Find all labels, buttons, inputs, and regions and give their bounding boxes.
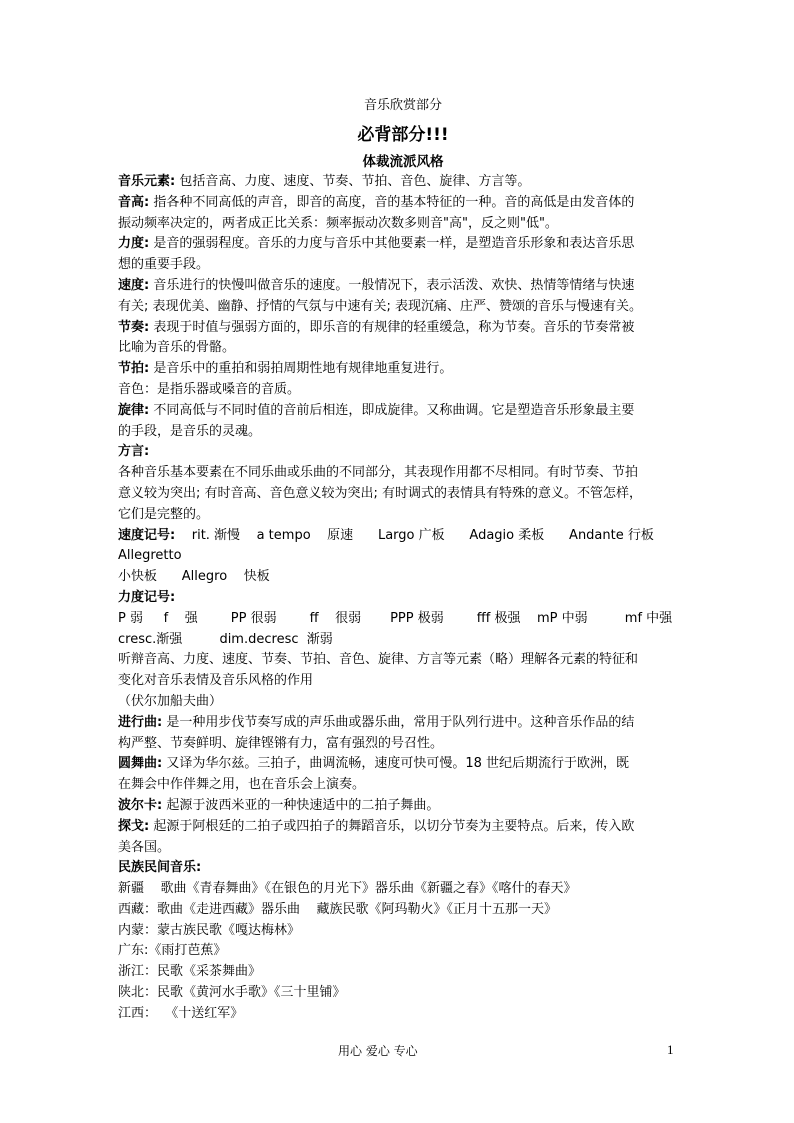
term-label: 方言: — [118, 444, 150, 460]
document-body — [118, 172, 688, 1025]
term-label: 波尔卡: — [118, 797, 163, 813]
term-label: 探戈: — [118, 818, 150, 834]
paragraph-text: 陕北：民歌《黄河水手歌》《三十里铺》 — [118, 985, 346, 1001]
paragraph-text: 指各种不同高低的声音，即音的高度，音的基本特征的一种。音的高低是由发音体的 振动频率决定的，两者成正比关系：频率振动次数多则音"高"，反之则"低"。 — [118, 194, 635, 231]
term-label: 进行曲: — [118, 714, 163, 730]
term-label: 旋律: — [118, 402, 150, 418]
paragraph — [118, 463, 688, 525]
paragraph — [118, 941, 688, 962]
paragraph-text: 新疆 歌曲《青春舞曲》《在银色的月光下》器乐曲《新疆之春》《喀什的春天》 — [118, 881, 577, 897]
paragraph — [118, 380, 688, 401]
term-label: 圆舞曲: — [118, 756, 163, 772]
paragraph-text: 不同高低与不同时值的音前后相连，即成旋律。又称曲调。它是塑造音乐形象最主要 的手段，是音乐的灵魂。 — [118, 402, 635, 439]
paragraph — [118, 983, 688, 1004]
paragraph — [118, 359, 688, 380]
footer-slogan: 用心 爱心 专心 — [338, 1044, 418, 1058]
paragraph — [118, 879, 688, 900]
paragraph — [118, 962, 688, 983]
paragraph — [118, 401, 688, 443]
paragraph-text: 是一种用步伐节奏写成的声乐曲或器乐曲，常用于队列行进中。这种音乐作品的结 构严整、节奏鲜明、旋律铿锵有力，富有强烈的号召性。 — [118, 714, 635, 751]
term-label: 节奏: — [118, 319, 150, 335]
paragraph — [118, 318, 688, 360]
section-title: 体裁流派风格 — [362, 154, 444, 170]
term-label: 民族民间音乐: — [118, 860, 202, 876]
paragraph-text: 是音乐中的重拍和弱拍周期性地有规律地重复进行。 — [149, 361, 453, 377]
paragraph — [118, 1004, 688, 1025]
term-label: 节拍: — [118, 361, 150, 377]
paragraph-text: 内蒙：蒙古族民歌《嘎达梅林》 — [118, 922, 301, 938]
term-label: 音高: — [118, 194, 150, 210]
document-page — [118, 96, 688, 1025]
paragraph-text: 浙江：民歌《采茶舞曲》 — [118, 964, 262, 980]
paragraph-text: 起源于波西米亚的一种快速适中的二拍子舞曲。 — [162, 797, 440, 813]
paragraph-text: 音色：是指乐器或嗓音的音质。 — [118, 381, 301, 397]
paragraph-text: 江西： 《十送红军》 — [118, 1005, 244, 1021]
paragraph — [118, 858, 688, 879]
term-label: 音乐元素: — [118, 174, 176, 189]
paragraph — [118, 588, 688, 609]
paragraph — [118, 921, 688, 942]
paragraph — [118, 650, 688, 692]
paragraph-text: （伏尔加船夫曲） — [118, 693, 223, 709]
paragraph-text: 听辩音高、力度、速度、节奏、节拍、音色、旋律、方言等元素（略）理解各元素的特征和 变化对音乐表情及音乐风格的作用 — [118, 652, 639, 689]
paragraph — [118, 900, 688, 921]
paragraph-text: 各种音乐基本要素在不同乐曲或乐曲的不同部分，其表现作用都不尽相同。有时节奏、节拍 意义较为突出; 有时音高、音色意义较为突出; 有时调式的表情具有特殊的意义。不管怎样， 它们是完整的。 — [118, 465, 643, 522]
paragraph — [118, 442, 688, 463]
paragraph — [118, 754, 688, 796]
paragraph — [118, 796, 688, 817]
document-header: 音乐欣赏部分 — [363, 98, 442, 113]
paragraph-text: 西藏：歌曲《走进西藏》器乐曲 藏族民歌《阿玛勒火》《正月十五那一天》 — [118, 901, 558, 917]
paragraph-text: 是音的强弱程度。音乐的力度与音乐中其他要素一样，是塑造音乐形象和表达音乐思 想的重要手段。 — [118, 236, 635, 273]
page-number: 1 — [667, 1042, 674, 1057]
paragraph-text: rit. 渐慢 a tempo 原速 Largo 广板 Adagio 柔板 Andante 行板 Allegretto 小快板 Allegro 快板 — [118, 527, 654, 585]
paragraph — [118, 234, 688, 276]
term-label: 力度记号: — [118, 589, 176, 605]
term-label: 速度记号: — [118, 527, 176, 543]
paragraph-text: 包括音高、力度、速度、节奏、节拍、音色、旋律、方言等。 — [175, 174, 531, 189]
term-label: 力度: — [118, 236, 150, 252]
paragraph — [118, 526, 688, 588]
paragraph — [118, 276, 688, 318]
paragraph — [118, 193, 688, 235]
paragraph — [118, 713, 688, 755]
term-label: 速度: — [118, 277, 150, 293]
paragraph-text: P 弱 f 强 PP 很弱 ff 很弱 PPP 极弱 fff 极强 mP 中弱 mf 中强 cresc.渐强 dim.decresc 渐弱 — [118, 610, 673, 647]
paragraph-text: 起源于阿根廷的二拍子或四拍子的舞蹈音乐，以切分节奏为主要特点。后来，传入欧 美各国。 — [118, 818, 635, 855]
paragraph — [118, 817, 688, 859]
paragraph-text: 音乐进行的快慢叫做音乐的速度。一般情况下，表示活泼、欢快、热情等情绪与快速 有关; 表现优美、幽静、抒情的气氛与中速有关; 表现沉痛、庄严、赞颂的音乐与慢速有关。 — [118, 277, 643, 314]
document-title: 必背部分!!! — [357, 125, 449, 145]
paragraph-text: 又译为华尔兹。三拍子，曲调流畅，速度可快可慢。18 世纪后期流行于欧洲，既 在舞会中作伴舞之用，也在音乐会上演奏。 — [118, 756, 630, 793]
paragraph-text: 表现于时值与强弱方面的，即乐音的有规律的轻重缓急，称为节奏。音乐的节奏常被 比喻为音乐的骨骼。 — [118, 319, 635, 356]
paragraph — [118, 609, 688, 651]
paragraph — [118, 172, 688, 193]
paragraph — [118, 692, 688, 713]
paragraph-text: 广东:《雨打芭蕉》 — [118, 943, 227, 959]
